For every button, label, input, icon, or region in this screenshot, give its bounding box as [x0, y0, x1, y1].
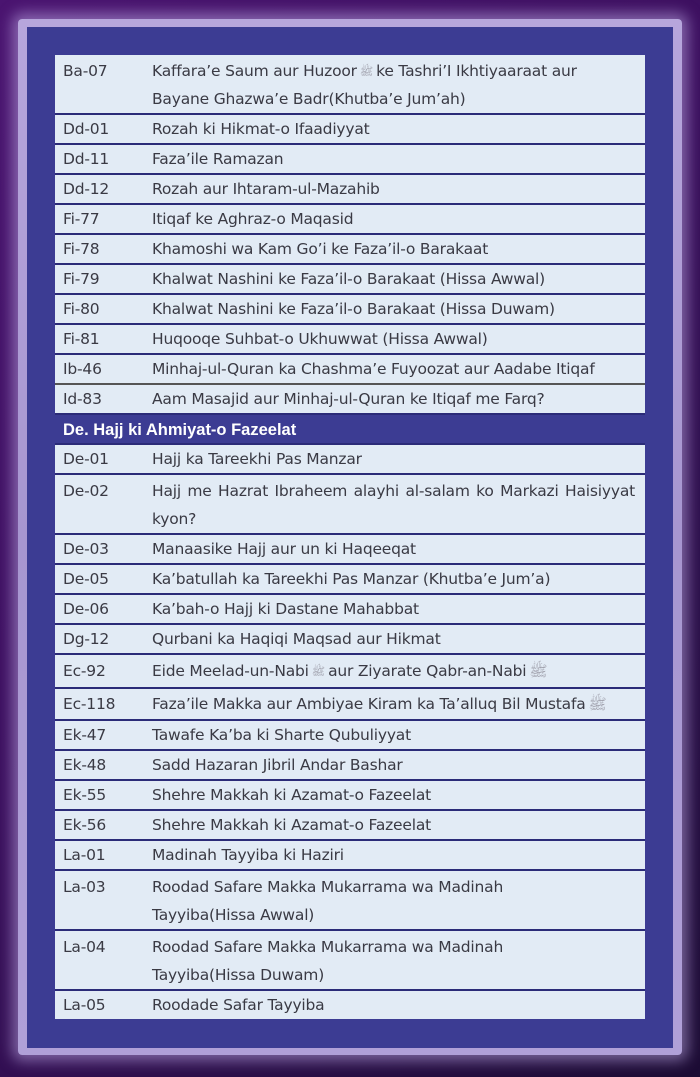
lecture-code: Fi-81: [63, 330, 100, 348]
lecture-list-table: [55, 55, 645, 1019]
table-row: [55, 565, 645, 595]
lecture-title: Aam Masajid aur Minhaj-ul-Quran ke Itiqaf me Farq?: [152, 390, 545, 408]
table-row: [55, 295, 645, 325]
lecture-title: Shehre Makkah ki Azamat-o Fazeelat: [152, 786, 432, 804]
lecture-title: Khamoshi wa Kam Go’i ke Faza’il-o Barakaat: [152, 240, 489, 258]
lecture-title: Minhaj-ul-Quran ka Chashma’e Fuyoozat aur Aadabe Itiqaf: [152, 360, 595, 378]
lecture-title: Hajj ka Tareekhi Pas Manzar: [152, 450, 362, 468]
lecture-code: Ek-47: [63, 726, 107, 744]
table-row: [55, 475, 645, 535]
table-row: [55, 721, 645, 751]
lecture-code: Fi-77: [63, 210, 100, 228]
lecture-title: Roodade Safar Tayyiba: [152, 996, 325, 1014]
lecture-code: Ek-48: [63, 756, 107, 774]
lecture-code: Dd-12: [63, 180, 110, 198]
lecture-code: Ba-07: [63, 62, 108, 80]
lecture-title: Roodad Safare Makka Mukarrama wa Madinah Tayyiba(Hissa Awwal): [152, 878, 504, 924]
lecture-code: Ib-46: [63, 360, 102, 378]
lecture-title: Khalwat Nashini ke Faza’il-o Barakaat (Hissa Awwal): [152, 270, 545, 288]
lecture-title: Itiqaf ke Aghraz-o Maqasid: [152, 210, 354, 228]
table-row: [55, 205, 645, 235]
table-row: [55, 595, 645, 625]
lecture-title: Tawafe Ka’ba ki Sharte Qubuliyyat: [152, 726, 411, 744]
lecture-title: Huqooqe Suhbat-o Ukhuwwat (Hissa Awwal): [152, 330, 488, 348]
table-row: [55, 175, 645, 205]
lecture-code: La-04: [63, 938, 106, 956]
table-row: [55, 689, 645, 721]
lecture-title: Kaffara’e Saum aur Huzoor ﷺ ke Tashri’I Ikhtiyaaraat aur Bayane Ghazwa’e Badr(Khutba’e Jum’ah): [152, 62, 577, 108]
honorific-pbuh-icon: ﷺ: [588, 695, 607, 713]
lecture-title: Manaasike Hajj aur un ki Haqeeqat: [152, 540, 416, 558]
honorific-pbuh-icon: ﷺ: [311, 665, 326, 678]
table-row: [55, 931, 645, 991]
lecture-code: Ec-92: [63, 662, 106, 680]
lecture-code: Dd-11: [63, 150, 110, 168]
lecture-title: Ka’batullah ka Tareekhi Pas Manzar (Khutba’e Jum’a): [152, 570, 551, 588]
lecture-title: Madinah Tayyiba ki Haziri: [152, 846, 344, 864]
lecture-code: Id-83: [63, 390, 102, 408]
lecture-title: Rozah aur Ihtaram-ul-Mazahib: [152, 180, 380, 198]
lecture-code: Dd-01: [63, 120, 110, 138]
lecture-code: De-06: [63, 600, 109, 618]
lecture-code: La-03: [63, 878, 106, 896]
lecture-code: Fi-78: [63, 240, 100, 258]
table-row: [55, 355, 645, 385]
table-row: [55, 55, 645, 115]
honorific-pbuh-icon: ﷺ: [529, 662, 548, 680]
table-row: [55, 841, 645, 871]
table-row: [55, 325, 645, 355]
lecture-code: La-05: [63, 996, 106, 1014]
lecture-title: Sadd Hazaran Jibril Andar Bashar: [152, 756, 403, 774]
lecture-code: Fi-80: [63, 300, 100, 318]
lecture-code: Ec-118: [63, 695, 116, 713]
lecture-title: Qurbani ka Haqiqi Maqsad aur Hikmat: [152, 630, 441, 648]
lecture-title: Faza’ile Ramazan: [152, 150, 284, 168]
lecture-code: De-05: [63, 570, 109, 588]
lecture-title: Eide Meelad-un-Nabi ﷺ aur Ziyarate Qabr-an-Nabi ﷺ: [152, 662, 548, 680]
lecture-title: Roodad Safare Makka Mukarrama wa Madinah Tayyiba(Hissa Duwam): [152, 938, 504, 984]
lecture-code: Ek-56: [63, 816, 107, 834]
lecture-code: Ek-55: [63, 786, 107, 804]
honorific-pbuh-icon: ﷺ: [359, 65, 374, 78]
lecture-title: Faza’ile Makka aur Ambiyae Kiram ka Ta’alluq Bil Mustafa ﷺ: [152, 695, 607, 713]
lecture-title: Ka’bah-o Hajj ki Dastane Mahabbat: [152, 600, 419, 618]
table-row: [55, 115, 645, 145]
lecture-code: Fi-79: [63, 270, 100, 288]
table-row: [55, 811, 645, 841]
table-row: [55, 235, 645, 265]
table-row: [55, 781, 645, 811]
table-row: [55, 991, 645, 1019]
table-row: [55, 751, 645, 781]
table-row: [55, 145, 645, 175]
table-row: [55, 265, 645, 295]
lecture-title: Shehre Makkah ki Azamat-o Fazeelat: [152, 816, 432, 834]
table-row: [55, 625, 645, 655]
lecture-code: La-01: [63, 846, 106, 864]
lecture-code: De-01: [63, 450, 109, 468]
lecture-code: Dg-12: [63, 630, 110, 648]
table-row: [55, 871, 645, 931]
lecture-code: De-03: [63, 540, 109, 558]
lecture-title: Rozah ki Hikmat-o Ifaadiyyat: [152, 120, 370, 138]
table-row: [55, 535, 645, 565]
lecture-title: Khalwat Nashini ke Faza’il-o Barakaat (Hissa Duwam): [152, 300, 555, 318]
lecture-title: Hajj me Hazrat Ibraheem alayhi al-salam ko Markazi Haisiyyat kyon?: [152, 482, 635, 528]
table-row: [55, 385, 645, 415]
lecture-code: De-02: [63, 482, 109, 500]
table-row: [55, 655, 645, 689]
section-heading: De. Hajj ki Ahmiyat-o Fazeelat: [55, 415, 645, 445]
table-row: [55, 445, 645, 475]
